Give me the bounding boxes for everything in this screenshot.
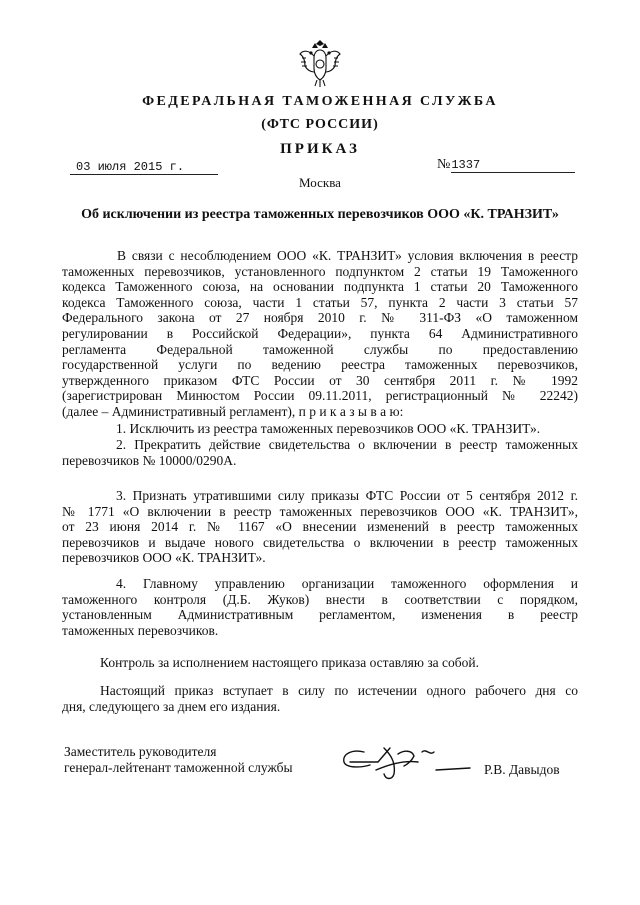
control-paragraph: Контроль за исполнением настоящего приказа оставляю за собой.: [100, 655, 479, 670]
body-line: установленным Административным регламентом, изменения в реестр: [62, 607, 578, 623]
emblem-icon: [297, 40, 343, 92]
body-line: регулировании в Российской Федерации», пункта 64 Административного: [62, 325, 578, 341]
document-title: Об исключении из реестра таможенных перевозчиков ООО «К. ТРАНЗИТ»: [81, 207, 559, 222]
agency-name: ФЕДЕРАЛЬНАЯ ТАМОЖЕННАЯ СЛУЖБА: [142, 94, 498, 109]
body-line: (зарегистрирован Минюстом России 09.11.2011, регистрационный № 22242): [62, 388, 578, 404]
document-number: [437, 157, 575, 173]
handwritten-signature-icon: [338, 740, 478, 785]
body-line: утвержденного приказом ФТС России от 30 сентября 2011 г. № 1992: [62, 372, 578, 388]
body-line: № 1771 «О включении в реестр таможенных перевозчиков ООО «К. ТРАНЗИТ»,: [62, 503, 578, 519]
body-line: 3. Признать утратившими силу приказы ФТС России от 5 сентября 2012 г.: [116, 488, 578, 503]
item-3: [62, 488, 578, 566]
document-date: 03 июля 2015 г.: [70, 160, 218, 175]
body-line: перевозчиков № 10000/0290А.: [62, 452, 237, 468]
body-line: кодекса Таможенного союза, на основании подпункта 1 статьи 20 Таможенного: [62, 279, 578, 295]
number-value: 1337: [451, 158, 575, 173]
body-line: 2. Прекратить действие свидетельства о включении в реестр таможенных: [116, 437, 578, 452]
body-line: таможенного контроля (Д.Б. Жуков) внести в соответствии с порядком,: [62, 591, 578, 607]
effect-paragraph: [62, 683, 578, 714]
body-line: регламента Федеральной таможенной службы по предоставлению: [62, 341, 578, 357]
body-line: дня, следующего за днем его издания.: [62, 698, 281, 714]
body-line: Настоящий приказ вступает в силу по истечении одного рабочего дня со: [100, 683, 578, 698]
body-line: перевозчиков ООО «К. ТРАНЗИТ».: [62, 550, 266, 566]
signatory-name: Р.В. Давыдов: [484, 762, 560, 777]
signatory-position: [64, 744, 293, 776]
preamble-paragraph: [62, 248, 578, 420]
body-line: таможенных перевозчиков, установленного подпунктом 2 статьи 19 Таможенного: [62, 263, 578, 279]
body-line: В связи с несоблюдением ООО «К. ТРАНЗИТ» условия включения в реестр: [117, 248, 578, 263]
city: Москва: [299, 175, 341, 190]
item-1: 1. Исключить из реестра таможенных перевозчиков ООО «К. ТРАНЗИТ».: [116, 421, 541, 436]
number-label: №: [437, 157, 451, 172]
body-line: кодекса Таможенного союза, части 1 статьи 57, пункта 2 части 3 статьи 57: [62, 294, 578, 310]
body-line: (далее – Административный регламент), п р и к а з ы в а ю:: [62, 403, 404, 419]
item-2: [62, 437, 578, 468]
document-type: ПРИКАЗ: [280, 141, 360, 157]
body-line: 4. Главному управлению организации таможенного оформления и: [116, 576, 578, 591]
body-line: Федерального закона от 27 ноября 2010 г. № 311-ФЗ «О таможенном: [62, 310, 578, 326]
body-line: государственной услуги по ведению реестра таможенных перевозчиков,: [62, 357, 578, 373]
agency-abbreviation: (ФТС РОССИИ): [261, 117, 379, 132]
position-line-1: Заместитель руководителя: [64, 744, 217, 759]
body-line: перевозчиков и выдаче нового свидетельства о включении в реестр таможенных: [62, 534, 578, 550]
position-line-2: генерал-лейтенант таможенной службы: [64, 760, 293, 775]
item-4: [62, 576, 578, 638]
body-line: от 23 июня 2014 г. № 1167 «О внесении изменений в реестр таможенных: [62, 519, 578, 535]
body-line: таможенных перевозчиков.: [62, 622, 219, 638]
